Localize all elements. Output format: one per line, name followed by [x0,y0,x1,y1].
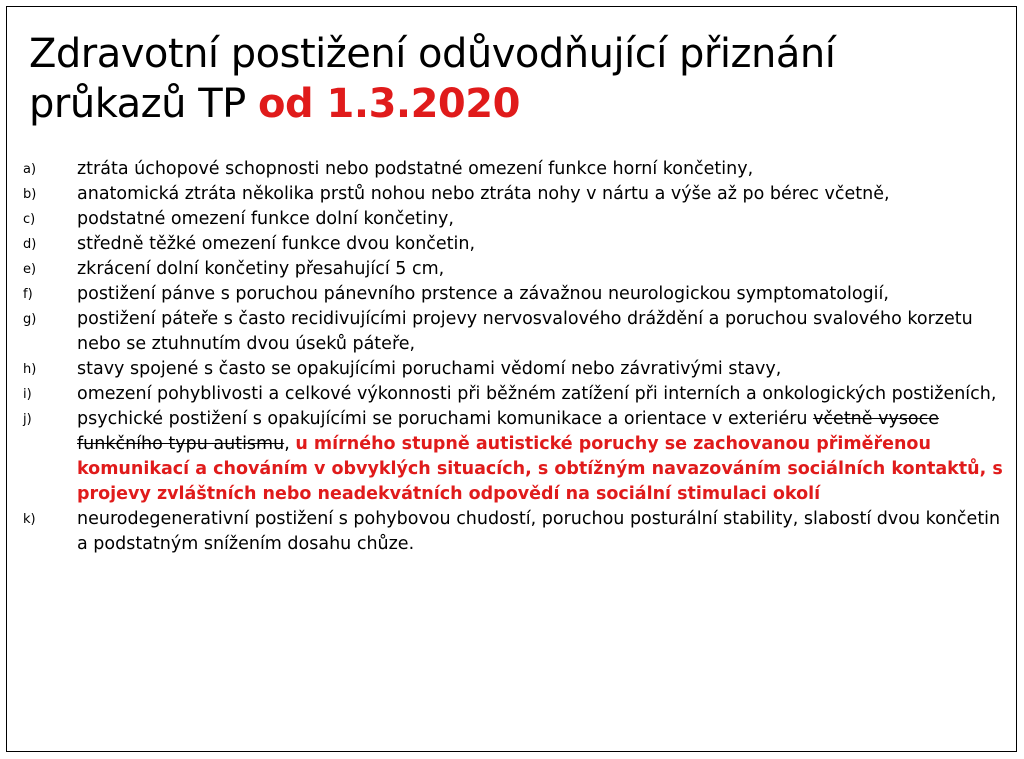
list-item-text: omezení pohyblivosti a celkové výkonnosti při běžném zatížení při interních a onkologických postiženích, [77,384,997,404]
list-marker: i) [23,387,32,402]
list-item [21,232,1011,257]
list-item-text: neurodegenerativní postižení s pohybovou chudostí, poruchou posturální stability, slabostí dvou končetin a podstatným snížením dosahu chůze. [77,509,1001,554]
list-marker: c) [23,212,36,227]
list-marker: b) [23,187,37,202]
list-item [21,507,1011,557]
list-marker: g) [23,312,37,327]
list-item-text: postižení páteře s často recidivujícími projevy nervosvalového dráždění a poruchou svalového korzetu nebo se ztuhnutím dvou úseků páteře, [77,309,973,354]
list-item [21,357,1011,382]
list-item-text-amended [77,407,1011,507]
criteria-list [21,157,1011,557]
list-item-text: podstatné omezení funkce dolní končetiny, [77,209,454,229]
list-marker: a) [23,162,37,177]
list-item-text: anatomická ztráta několika prstů nohou nebo ztráta nohy v nártu a výše až po bérec včetně, [77,184,890,204]
list-item [21,182,1011,207]
separator-text: , [284,434,296,454]
list-item-text: psychické postižení s opakujícími se poruchami komunikace a orientace v exteriéru [77,409,814,429]
list-marker: h) [23,362,37,377]
title-date-highlight: od 1.3.2020 [258,81,520,127]
title-line-1: Zdravotní postižení odůvodňující přiznání [29,31,836,77]
struck-out-text: včetně vysoce funkčního typu autismu [77,409,940,454]
list-item-text: středně těžké omezení funkce dvou končetin, [77,234,476,254]
list-item [21,407,1011,507]
list-marker: j) [23,412,32,427]
list-item [21,307,1011,357]
list-item-text: ztráta úchopové schopnosti nebo podstatné omezení funkce horní končetiny, [77,159,754,179]
list-item [21,282,1011,307]
list-item-text: stavy spojené s často se opakujícími poruchami vědomí nebo závrativými stavy, [77,359,782,379]
slide-title [29,29,989,129]
list-item-text: zkrácení dolní končetiny přesahující 5 cm, [77,259,445,279]
inserted-red-text: u mírného stupně autistické poruchy se zachovanou přiměřenou komunikací a chováním v obvyklých situacích, s obtížným navazováním sociálních kontaktů, s projevy zvláštních nebo neadekvátních odpovědí na sociální stimulaci okolí [77,434,1003,504]
list-marker: d) [23,237,37,252]
list-item [21,382,1011,407]
list-item [21,257,1011,282]
list-item-text: postižení pánve s poruchou pánevního prstence a závažnou neurologickou symptomatologií, [77,284,889,304]
slide [6,6,1017,752]
list-marker: k) [23,512,36,527]
title-line-2-prefix: průkazů TP [29,81,258,127]
list-marker: e) [23,262,37,277]
list-item [21,157,1011,182]
list-marker: f) [23,287,33,302]
list-item [21,207,1011,232]
